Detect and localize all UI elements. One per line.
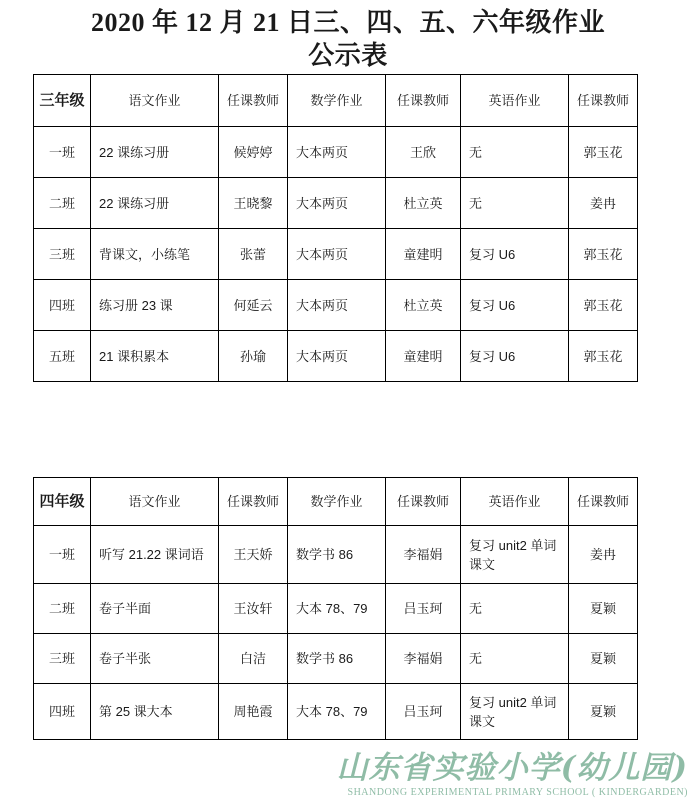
table-row (34, 280, 638, 331)
column-header-cell: 数学作业 (288, 75, 386, 127)
english-teacher-cell: 郭玉花 (569, 331, 638, 382)
english-teacher-cell: 郭玉花 (569, 229, 638, 280)
math-teacher-cell: 杜立英 (386, 178, 461, 229)
math-teacher-cell: 李福娟 (386, 634, 461, 684)
header-row (34, 75, 638, 127)
grade4-table-header (34, 478, 638, 526)
english-teacher-cell: 夏颖 (569, 684, 638, 740)
column-header-cell: 任课教师 (569, 75, 638, 127)
math-homework-cell: 大本两页 (288, 229, 386, 280)
school-name-chinese: 山东省实验小学(幼儿园) (336, 750, 688, 786)
table-row (34, 634, 638, 684)
column-header-cell: 英语作业 (461, 478, 569, 526)
grade4-homework-table (33, 477, 638, 740)
math-homework-cell: 大本两页 (288, 280, 386, 331)
doc-title-line2: 公示表 (308, 41, 388, 70)
grade-header-cell: 三年级 (34, 75, 91, 127)
chinese-homework-cell: 21 课积累本 (91, 331, 219, 382)
grade3-table-body (34, 127, 638, 382)
english-homework-cell: 无 (461, 634, 569, 684)
chinese-homework-cell: 22 课练习册 (91, 127, 219, 178)
document-page (0, 6, 696, 806)
math-teacher-cell: 吕玉珂 (386, 584, 461, 634)
chinese-homework-cell: 背课文，小练笔 (91, 229, 219, 280)
math-teacher-cell: 童建明 (386, 331, 461, 382)
chinese-homework-cell: 卷子半面 (91, 584, 219, 634)
chinese-teacher-cell: 王晓黎 (219, 178, 288, 229)
class-label-cell: 四班 (34, 280, 91, 331)
class-label-cell: 二班 (34, 584, 91, 634)
doc-title (0, 6, 696, 72)
school-name-english: SHANDONG EXPERIMENTAL PRIMARY SCHOOL ( KINDERGARDEN) (347, 787, 688, 798)
grade3-homework-table (33, 74, 638, 382)
math-teacher-cell: 王欣 (386, 127, 461, 178)
chinese-teacher-cell: 孙瑜 (219, 331, 288, 382)
chinese-teacher-cell: 王天娇 (219, 526, 288, 584)
chinese-homework-cell: 22 课练习册 (91, 178, 219, 229)
math-teacher-cell: 童建明 (386, 229, 461, 280)
math-homework-cell: 大本两页 (288, 127, 386, 178)
column-header-cell: 数学作业 (288, 478, 386, 526)
grade4-table-body (34, 526, 638, 740)
english-teacher-cell: 夏颖 (569, 634, 638, 684)
column-header-cell: 语文作业 (91, 478, 219, 526)
chinese-homework-cell: 第 25 课大本 (91, 684, 219, 740)
column-header-cell: 任课教师 (386, 478, 461, 526)
english-teacher-cell: 郭玉花 (569, 280, 638, 331)
table-row (34, 178, 638, 229)
english-teacher-cell: 郭玉花 (569, 127, 638, 178)
column-header-cell: 语文作业 (91, 75, 219, 127)
english-homework-cell: 复习 U6 (461, 331, 569, 382)
class-label-cell: 一班 (34, 127, 91, 178)
chinese-teacher-cell: 王汝轩 (219, 584, 288, 634)
chinese-teacher-cell: 张蕾 (219, 229, 288, 280)
chinese-homework-cell: 卷子半张 (91, 634, 219, 684)
table-row (34, 331, 638, 382)
english-homework-cell: 复习 U6 (461, 229, 569, 280)
math-homework-cell: 数学书 86 (288, 634, 386, 684)
math-homework-cell: 大本 78、79 (288, 684, 386, 740)
english-homework-cell: 无 (461, 178, 569, 229)
english-homework-cell: 复习 unit2 单词 课文 (461, 684, 569, 740)
class-label-cell: 一班 (34, 526, 91, 584)
column-header-cell: 任课教师 (386, 75, 461, 127)
english-homework-cell: 复习 unit2 单词 课文 (461, 526, 569, 584)
school-logo (0, 750, 696, 799)
header-row (34, 478, 638, 526)
doc-title-line1: 2020 年 12 月 21 日三、四、五、六年级作业 (90, 8, 605, 37)
table-row (34, 684, 638, 740)
column-header-cell: 英语作业 (461, 75, 569, 127)
math-teacher-cell: 吕玉珂 (386, 684, 461, 740)
math-teacher-cell: 李福娟 (386, 526, 461, 584)
english-teacher-cell: 姜冉 (569, 526, 638, 584)
english-teacher-cell: 姜冉 (569, 178, 638, 229)
class-label-cell: 四班 (34, 684, 91, 740)
class-label-cell: 三班 (34, 229, 91, 280)
math-homework-cell: 大本两页 (288, 331, 386, 382)
math-homework-cell: 大本 78、79 (288, 584, 386, 634)
math-homework-cell: 数学书 86 (288, 526, 386, 584)
math-homework-cell: 大本两页 (288, 178, 386, 229)
column-header-cell: 任课教师 (569, 478, 638, 526)
chinese-teacher-cell: 何延云 (219, 280, 288, 331)
table-row (34, 584, 638, 634)
class-label-cell: 五班 (34, 331, 91, 382)
class-label-cell: 二班 (34, 178, 91, 229)
english-homework-cell: 无 (461, 584, 569, 634)
chinese-teacher-cell: 候婷婷 (219, 127, 288, 178)
table-row (34, 526, 638, 584)
math-teacher-cell: 杜立英 (386, 280, 461, 331)
english-homework-cell: 无 (461, 127, 569, 178)
grade3-table-header (34, 75, 638, 127)
class-label-cell: 三班 (34, 634, 91, 684)
grade-header-cell: 四年级 (34, 478, 91, 526)
chinese-teacher-cell: 周艳霞 (219, 684, 288, 740)
english-homework-cell: 复习 U6 (461, 280, 569, 331)
table-row (34, 229, 638, 280)
column-header-cell: 任课教师 (219, 75, 288, 127)
chinese-homework-cell: 听写 21.22 课词语 (91, 526, 219, 584)
chinese-teacher-cell: 白洁 (219, 634, 288, 684)
column-header-cell: 任课教师 (219, 478, 288, 526)
english-teacher-cell: 夏颖 (569, 584, 638, 634)
chinese-homework-cell: 练习册 23 课 (91, 280, 219, 331)
table-row (34, 127, 638, 178)
